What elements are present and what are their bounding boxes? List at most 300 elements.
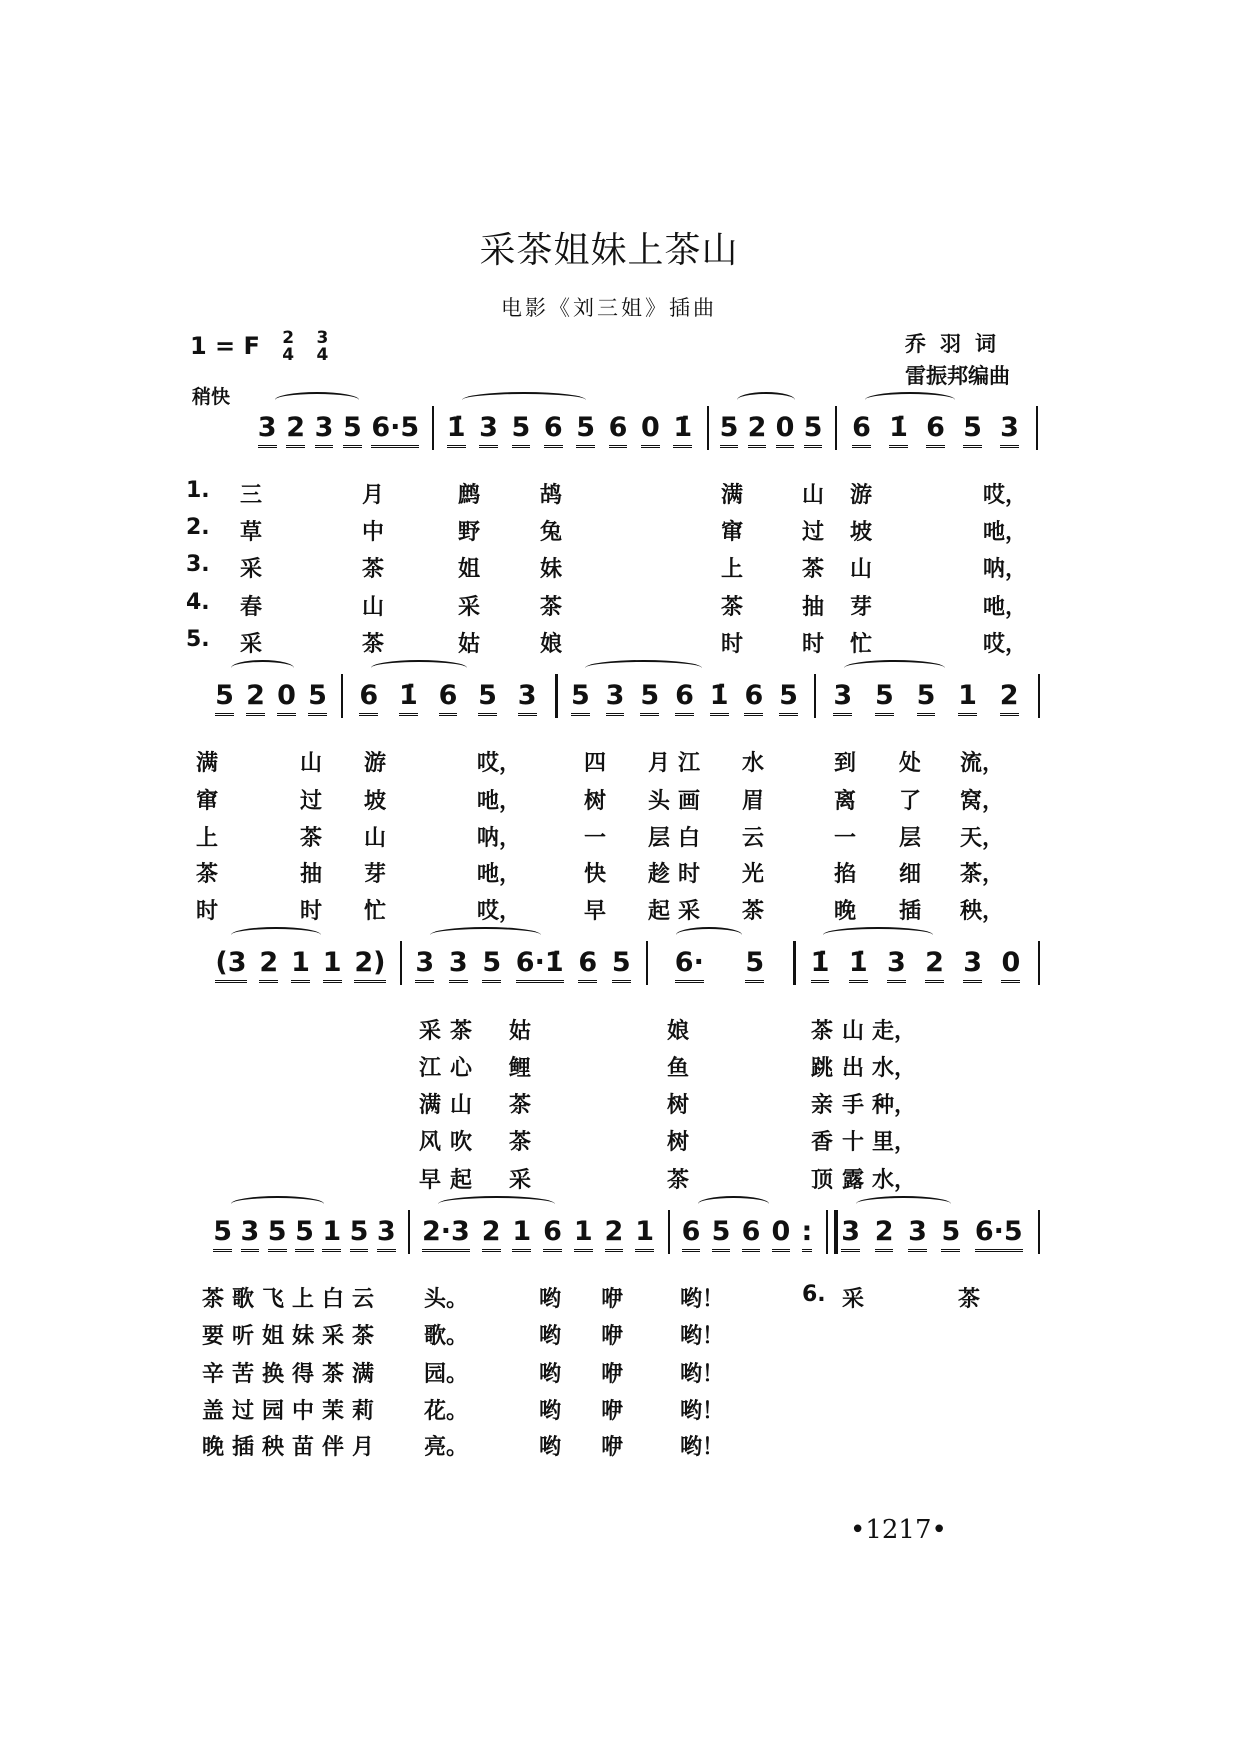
lyric-syllable: 山	[450, 1093, 473, 1118]
lyric-syllable: 咿	[601, 1287, 624, 1312]
note: 6	[675, 680, 694, 716]
note: 0	[776, 412, 795, 448]
lyric-syllable: 走，	[872, 1019, 917, 1044]
barline	[646, 941, 648, 985]
note: 6	[742, 1216, 761, 1252]
lyric-syllable: 鸪	[540, 483, 563, 508]
lyric-syllable: 出	[842, 1056, 865, 1081]
lyric-syllable: 满	[352, 1362, 375, 1387]
note: 6	[544, 412, 563, 448]
measure	[209, 947, 392, 983]
note: 5	[571, 680, 590, 716]
lyric-syllable: 茶，	[960, 862, 1005, 887]
note: 6·5	[371, 412, 419, 448]
note: 1̇	[710, 680, 729, 716]
lyric-syllable: 过	[232, 1399, 255, 1424]
note: 6	[359, 680, 378, 716]
lyric-syllable: 辛	[202, 1362, 225, 1387]
lyric-syllable: 时	[300, 899, 323, 924]
lyric-syllable: 山	[842, 1019, 865, 1044]
note: 5	[712, 1216, 731, 1252]
lyric-syllable: 6.	[802, 1282, 826, 1307]
barline	[793, 941, 796, 985]
note: 5	[576, 412, 595, 448]
lyric-syllable: 树	[667, 1093, 690, 1118]
lyric-syllable: 云	[352, 1287, 375, 1312]
lyric-syllable: 哟！	[680, 1399, 725, 1424]
note: 0	[641, 412, 660, 448]
lyric-syllable: 茶	[958, 1287, 981, 1312]
note: 0	[277, 680, 296, 716]
measure	[563, 680, 806, 716]
note: 5	[213, 1216, 232, 1252]
barline	[341, 674, 343, 718]
measure	[416, 1216, 660, 1252]
lyric-syllable: 水	[742, 751, 765, 776]
lyric-syllable: 露	[842, 1168, 865, 1193]
note: 5	[215, 680, 234, 716]
barline	[1038, 1210, 1040, 1254]
lyric-syllable: 掐	[834, 862, 857, 887]
lyric-syllable: 四	[584, 751, 607, 776]
lyric-syllable: 满	[721, 483, 744, 508]
lyric-syllable: 歌	[232, 1287, 255, 1312]
lyric-syllable: 采	[509, 1168, 532, 1193]
lyric-syllable: 山	[300, 751, 323, 776]
note: 5	[350, 1216, 369, 1252]
lyric-syllable: 盖	[202, 1399, 225, 1424]
lyric-syllable: 头	[648, 789, 671, 814]
lyric-syllable: 花。	[424, 1399, 469, 1424]
slur	[676, 927, 742, 943]
lyric-syllable: 光	[742, 862, 765, 887]
lyric-syllable: 茶	[202, 1287, 225, 1312]
lyric-syllable: 月	[362, 483, 385, 508]
note: 1	[322, 1216, 341, 1252]
note: 2	[482, 1216, 501, 1252]
lyric-syllable: 中	[362, 520, 385, 545]
lyric-syllable: 忙	[364, 899, 387, 924]
note: 6·1̇	[516, 947, 564, 983]
lyric-syllable: 姑	[509, 1019, 532, 1044]
lyric-syllable: 茶	[802, 557, 825, 582]
measure	[822, 680, 1030, 716]
lyric-syllable: 采	[240, 632, 263, 657]
lyric-syllable: 过	[802, 520, 825, 545]
lyric-syllable: 流，	[960, 751, 1005, 776]
lyric-syllable: 窝，	[960, 789, 1005, 814]
lyric-syllable: 上	[292, 1287, 315, 1312]
note: 3	[606, 680, 625, 716]
note: 1̇	[811, 947, 830, 983]
lyric-syllable: 2.	[186, 515, 210, 540]
lyric-syllable: 月	[648, 751, 671, 776]
lyric-syllable: 鱼	[667, 1056, 690, 1081]
lyric-syllable: 姐	[458, 557, 481, 582]
slur	[231, 660, 294, 676]
lyric-syllable: 哟	[539, 1287, 562, 1312]
lyric-syllable: 茶	[509, 1093, 532, 1118]
lyric-syllable: 园	[262, 1399, 285, 1424]
slur	[865, 392, 955, 408]
note: 5	[745, 947, 764, 983]
ts-num: 3	[316, 328, 329, 348]
lyric-syllable: 哟！	[680, 1435, 725, 1460]
slur	[275, 392, 359, 408]
lyric-syllable: 心	[450, 1056, 473, 1081]
note: :	[802, 1216, 813, 1252]
lyric-syllable: 妹	[292, 1324, 315, 1349]
lyric-syllable: 游	[850, 483, 873, 508]
lyric-syllable: 画	[678, 789, 701, 814]
barline	[835, 406, 837, 450]
barline	[1038, 941, 1040, 985]
lyric-syllable: 山	[802, 483, 825, 508]
lyric-syllable: 野	[458, 520, 481, 545]
page-number: •1217•	[850, 1515, 947, 1545]
lyric-syllable: 满	[196, 751, 219, 776]
lyric-syllable: 手	[842, 1093, 865, 1118]
slur	[231, 1196, 324, 1212]
note: 1̇	[889, 412, 908, 448]
lyric-syllable: 伴	[322, 1435, 345, 1460]
note: 2·3	[422, 1216, 470, 1252]
note: 1̇	[399, 680, 418, 716]
lyric-syllable: 3.	[186, 552, 210, 577]
lyric-syllable: 哟	[539, 1362, 562, 1387]
measure	[209, 1216, 400, 1252]
note: 6	[609, 412, 628, 448]
lyric-syllable: 山	[850, 557, 873, 582]
note: 3	[415, 947, 434, 983]
lyric-syllable: 换	[262, 1362, 285, 1387]
note: 6	[744, 680, 763, 716]
note: 3	[1000, 412, 1019, 448]
lyric-syllable: 茶	[300, 826, 323, 851]
note: 5	[295, 1216, 314, 1252]
lyric-syllable: 游	[364, 751, 387, 776]
note: 2	[1000, 680, 1019, 716]
barline	[826, 1210, 838, 1254]
lyric-syllable: 里，	[872, 1130, 917, 1155]
slur	[585, 660, 702, 676]
note: 2	[259, 947, 278, 983]
note: 1	[635, 1216, 654, 1252]
lyric-syllable: 抽	[802, 595, 825, 620]
note: 6	[578, 947, 597, 983]
lyric-syllable: 咿	[601, 1435, 624, 1460]
lyric-syllable: 时	[721, 632, 744, 657]
barline	[400, 941, 402, 985]
lyric-syllable: 快	[584, 862, 607, 887]
slur	[698, 1196, 769, 1212]
lyric-syllable: 哟！	[680, 1287, 725, 1312]
lyric-syllable: 妹	[540, 557, 563, 582]
slur	[231, 927, 321, 943]
note: 3	[841, 1216, 860, 1252]
note: 6	[543, 1216, 562, 1252]
lyric-syllable: 水，	[872, 1056, 917, 1081]
note: 5	[720, 412, 739, 448]
lyric-syllable: 1.	[186, 478, 210, 503]
lyric-syllable: 风	[419, 1130, 442, 1155]
note: 5	[963, 412, 982, 448]
lyric-syllable: 天，	[960, 826, 1005, 851]
lyric-syllable: 哟	[539, 1324, 562, 1349]
barline	[555, 674, 558, 718]
lyric-syllable: 4.	[186, 590, 210, 615]
lyric-syllable: 十	[842, 1130, 865, 1155]
ts-den: 4	[282, 345, 295, 365]
note: 3	[241, 1216, 260, 1252]
lyric-syllable: 茶	[540, 595, 563, 620]
measure	[408, 947, 638, 983]
key-label: 1 = F	[190, 332, 260, 360]
lyric-syllable: 哟！	[680, 1362, 725, 1387]
lyric-syllable: 树	[667, 1130, 690, 1155]
note: 6	[439, 680, 458, 716]
lyric-syllable: 早	[419, 1168, 442, 1193]
note: 1	[291, 947, 310, 983]
note: 5	[308, 680, 327, 716]
song-subtitle: 电影《刘三姐》插曲	[501, 296, 717, 320]
lyric-syllable: 茶	[362, 632, 385, 657]
lyric-syllable: 头。	[424, 1287, 469, 1312]
note: 1	[958, 680, 977, 716]
slur	[462, 392, 586, 408]
song-title: 采茶姐妹上茶山	[479, 230, 739, 271]
lyric-syllable: 苗	[292, 1435, 315, 1460]
lyric-syllable: 白	[322, 1287, 345, 1312]
lyric-syllable: 采	[322, 1324, 345, 1349]
note: 6·	[675, 947, 704, 983]
lyric-syllable: 歌。	[424, 1324, 469, 1349]
note: 2	[286, 412, 305, 448]
lyric-syllable: 茶	[196, 862, 219, 887]
slur	[438, 1196, 555, 1212]
note: 6	[852, 412, 871, 448]
lyric-syllable: 水，	[872, 1168, 917, 1193]
ts-den: 4	[316, 345, 329, 365]
lyric-syllable: 听	[232, 1324, 255, 1349]
lyric-syllable: 树	[584, 789, 607, 814]
lyric-syllable: 层	[899, 826, 922, 851]
note: 1̇	[447, 412, 466, 448]
note: 5	[640, 680, 659, 716]
key-signature	[190, 330, 328, 364]
lyric-syllable: 一	[834, 826, 857, 851]
lyric-syllable: 月	[352, 1435, 375, 1460]
note: 2	[748, 412, 767, 448]
lyric-syllable: 窜	[196, 789, 219, 814]
note: 1̇	[673, 412, 692, 448]
lyric-syllable: 亮。	[424, 1435, 469, 1460]
note: 3	[377, 1216, 396, 1252]
note: 5	[612, 947, 631, 983]
note: 5	[482, 947, 501, 983]
barline	[1036, 406, 1038, 450]
lyric-syllable: 时	[196, 899, 219, 924]
lyric-syllable: 咿	[601, 1399, 624, 1424]
lyric-syllable: 芽	[850, 595, 873, 620]
lyric-syllable: 处	[899, 751, 922, 776]
note: 2	[605, 1216, 624, 1252]
note: 2	[246, 680, 265, 716]
lyric-syllable: 晚	[202, 1435, 225, 1460]
lyric-syllable: 采	[458, 595, 481, 620]
measure	[676, 1216, 818, 1252]
lyric-syllable: 顶	[811, 1168, 834, 1193]
note: 5	[512, 412, 531, 448]
note: 1	[323, 947, 342, 983]
lyric-syllable: 哎，	[983, 632, 1028, 657]
lyric-syllable: 过	[300, 789, 323, 814]
lyric-syllable: 坡	[364, 789, 387, 814]
lyric-syllable: 飞	[262, 1287, 285, 1312]
lyric-syllable: 哟	[539, 1399, 562, 1424]
barline	[432, 406, 434, 450]
measure	[253, 412, 424, 448]
note: 1̇	[849, 947, 868, 983]
measure	[209, 680, 333, 716]
lyric-syllable: 上	[721, 557, 744, 582]
lyric-syllable: 茶	[509, 1130, 532, 1155]
lyric-syllable: 山	[364, 826, 387, 851]
lyric-syllable: 了	[899, 789, 922, 814]
lyric-syllable: 云	[742, 826, 765, 851]
lyric-syllable: 哎，	[477, 751, 522, 776]
note: 0	[1001, 947, 1020, 983]
lyric-syllable: 哎，	[477, 899, 522, 924]
lyric-syllable: 起	[648, 899, 671, 924]
note: 6	[926, 412, 945, 448]
lyric-syllable: 秧	[262, 1435, 285, 1460]
note: 6	[682, 1216, 701, 1252]
note: 1	[574, 1216, 593, 1252]
time-signature-1	[282, 330, 294, 364]
lyric-syllable: 时	[678, 862, 701, 887]
lyric-syllable: 哟	[539, 1435, 562, 1460]
lyric-syllable: 江	[419, 1056, 442, 1081]
lyric-syllable: 茶	[742, 899, 765, 924]
lyric-syllable: 香	[811, 1130, 834, 1155]
lyric-syllable: 细	[899, 862, 922, 887]
lyric-syllable: 满	[419, 1093, 442, 1118]
lyric-syllable: 忙	[850, 632, 873, 657]
note: 5	[343, 412, 362, 448]
tempo-marking: 稍快	[192, 386, 231, 408]
lyric-syllable: 山	[362, 595, 385, 620]
lyric-syllable: 哎，	[983, 483, 1028, 508]
lyric-syllable: 跳	[811, 1056, 834, 1081]
lyric-syllable: 种，	[872, 1093, 917, 1118]
lyric-syllable: 呐，	[477, 826, 522, 851]
measure	[801, 947, 1030, 983]
lyric-syllable: 茉	[322, 1399, 345, 1424]
lyric-syllable: 中	[292, 1399, 315, 1424]
note: 5	[941, 1216, 960, 1252]
slur	[856, 1196, 951, 1212]
measure	[440, 412, 699, 448]
lyric-syllable: 娘	[540, 632, 563, 657]
barline	[668, 1210, 670, 1254]
slur	[844, 660, 945, 676]
lyric-syllable: 园。	[424, 1362, 469, 1387]
lyric-syllable: 春	[240, 595, 263, 620]
lyric-syllable: 茶	[811, 1019, 834, 1044]
lyric-syllable: 趁	[648, 862, 671, 887]
lyric-syllable: 莉	[352, 1399, 375, 1424]
composer-credit: 雷振邦编曲	[905, 363, 1010, 388]
note: 0	[772, 1216, 791, 1252]
note: 3	[479, 412, 498, 448]
lyric-syllable: 江	[678, 751, 701, 776]
note: 5	[779, 680, 798, 716]
lyric-syllable: 白	[678, 826, 701, 851]
lyric-syllable: 亲	[811, 1093, 834, 1118]
lyric-syllable: 吔，	[477, 862, 522, 887]
note: 3	[315, 412, 334, 448]
lyric-syllable: 茶	[362, 557, 385, 582]
lyric-syllable: 插	[899, 899, 922, 924]
lyric-syllable: 上	[196, 826, 219, 851]
measure	[715, 412, 827, 448]
lyric-syllable: 苦	[232, 1362, 255, 1387]
barline	[707, 406, 709, 450]
note: 5	[875, 680, 894, 716]
lyric-syllable: 吔，	[477, 789, 522, 814]
measure	[654, 947, 785, 983]
lyric-syllable: 三	[240, 483, 263, 508]
lyric-syllable: 一	[584, 826, 607, 851]
lyric-syllable: 晚	[834, 899, 857, 924]
lyric-syllable: 坡	[850, 520, 873, 545]
lyric-syllable: 茶	[352, 1324, 375, 1349]
lyric-syllable: 离	[834, 789, 857, 814]
lyric-syllable: 时	[802, 632, 825, 657]
lyric-syllable: 呐，	[983, 557, 1028, 582]
lyric-syllable: 茶	[322, 1362, 345, 1387]
lyric-syllable: 茶	[667, 1168, 690, 1193]
note: 5	[478, 680, 497, 716]
lyric-syllable: 吔，	[983, 595, 1028, 620]
lyric-syllable: 吔，	[983, 520, 1028, 545]
note: 2)	[354, 947, 385, 983]
barline	[408, 1210, 410, 1254]
barline	[1038, 674, 1040, 718]
note: 1	[512, 1216, 531, 1252]
note: 3	[908, 1216, 927, 1252]
lyric-syllable: 插	[232, 1435, 255, 1460]
lyric-syllable: 秧，	[960, 899, 1005, 924]
lyric-syllable: 起	[450, 1168, 473, 1193]
lyric-syllable: 早	[584, 899, 607, 924]
lyric-syllable: 采	[678, 899, 701, 924]
note: 5	[268, 1216, 287, 1252]
lyric-syllable: 茶	[450, 1019, 473, 1044]
lyric-syllable: 层	[648, 826, 671, 851]
ts-num: 2	[282, 328, 295, 348]
lyric-syllable: 采	[842, 1287, 865, 1312]
lyric-syllable: 鹧	[458, 483, 481, 508]
note: 3	[887, 947, 906, 983]
lyric-syllable: 5.	[186, 627, 210, 652]
lyricist-credit: 乔羽词	[905, 331, 1010, 356]
note: 3	[833, 680, 852, 716]
lyric-syllable: 要	[202, 1324, 225, 1349]
lyric-syllable: 到	[834, 751, 857, 776]
note: 5	[804, 412, 823, 448]
